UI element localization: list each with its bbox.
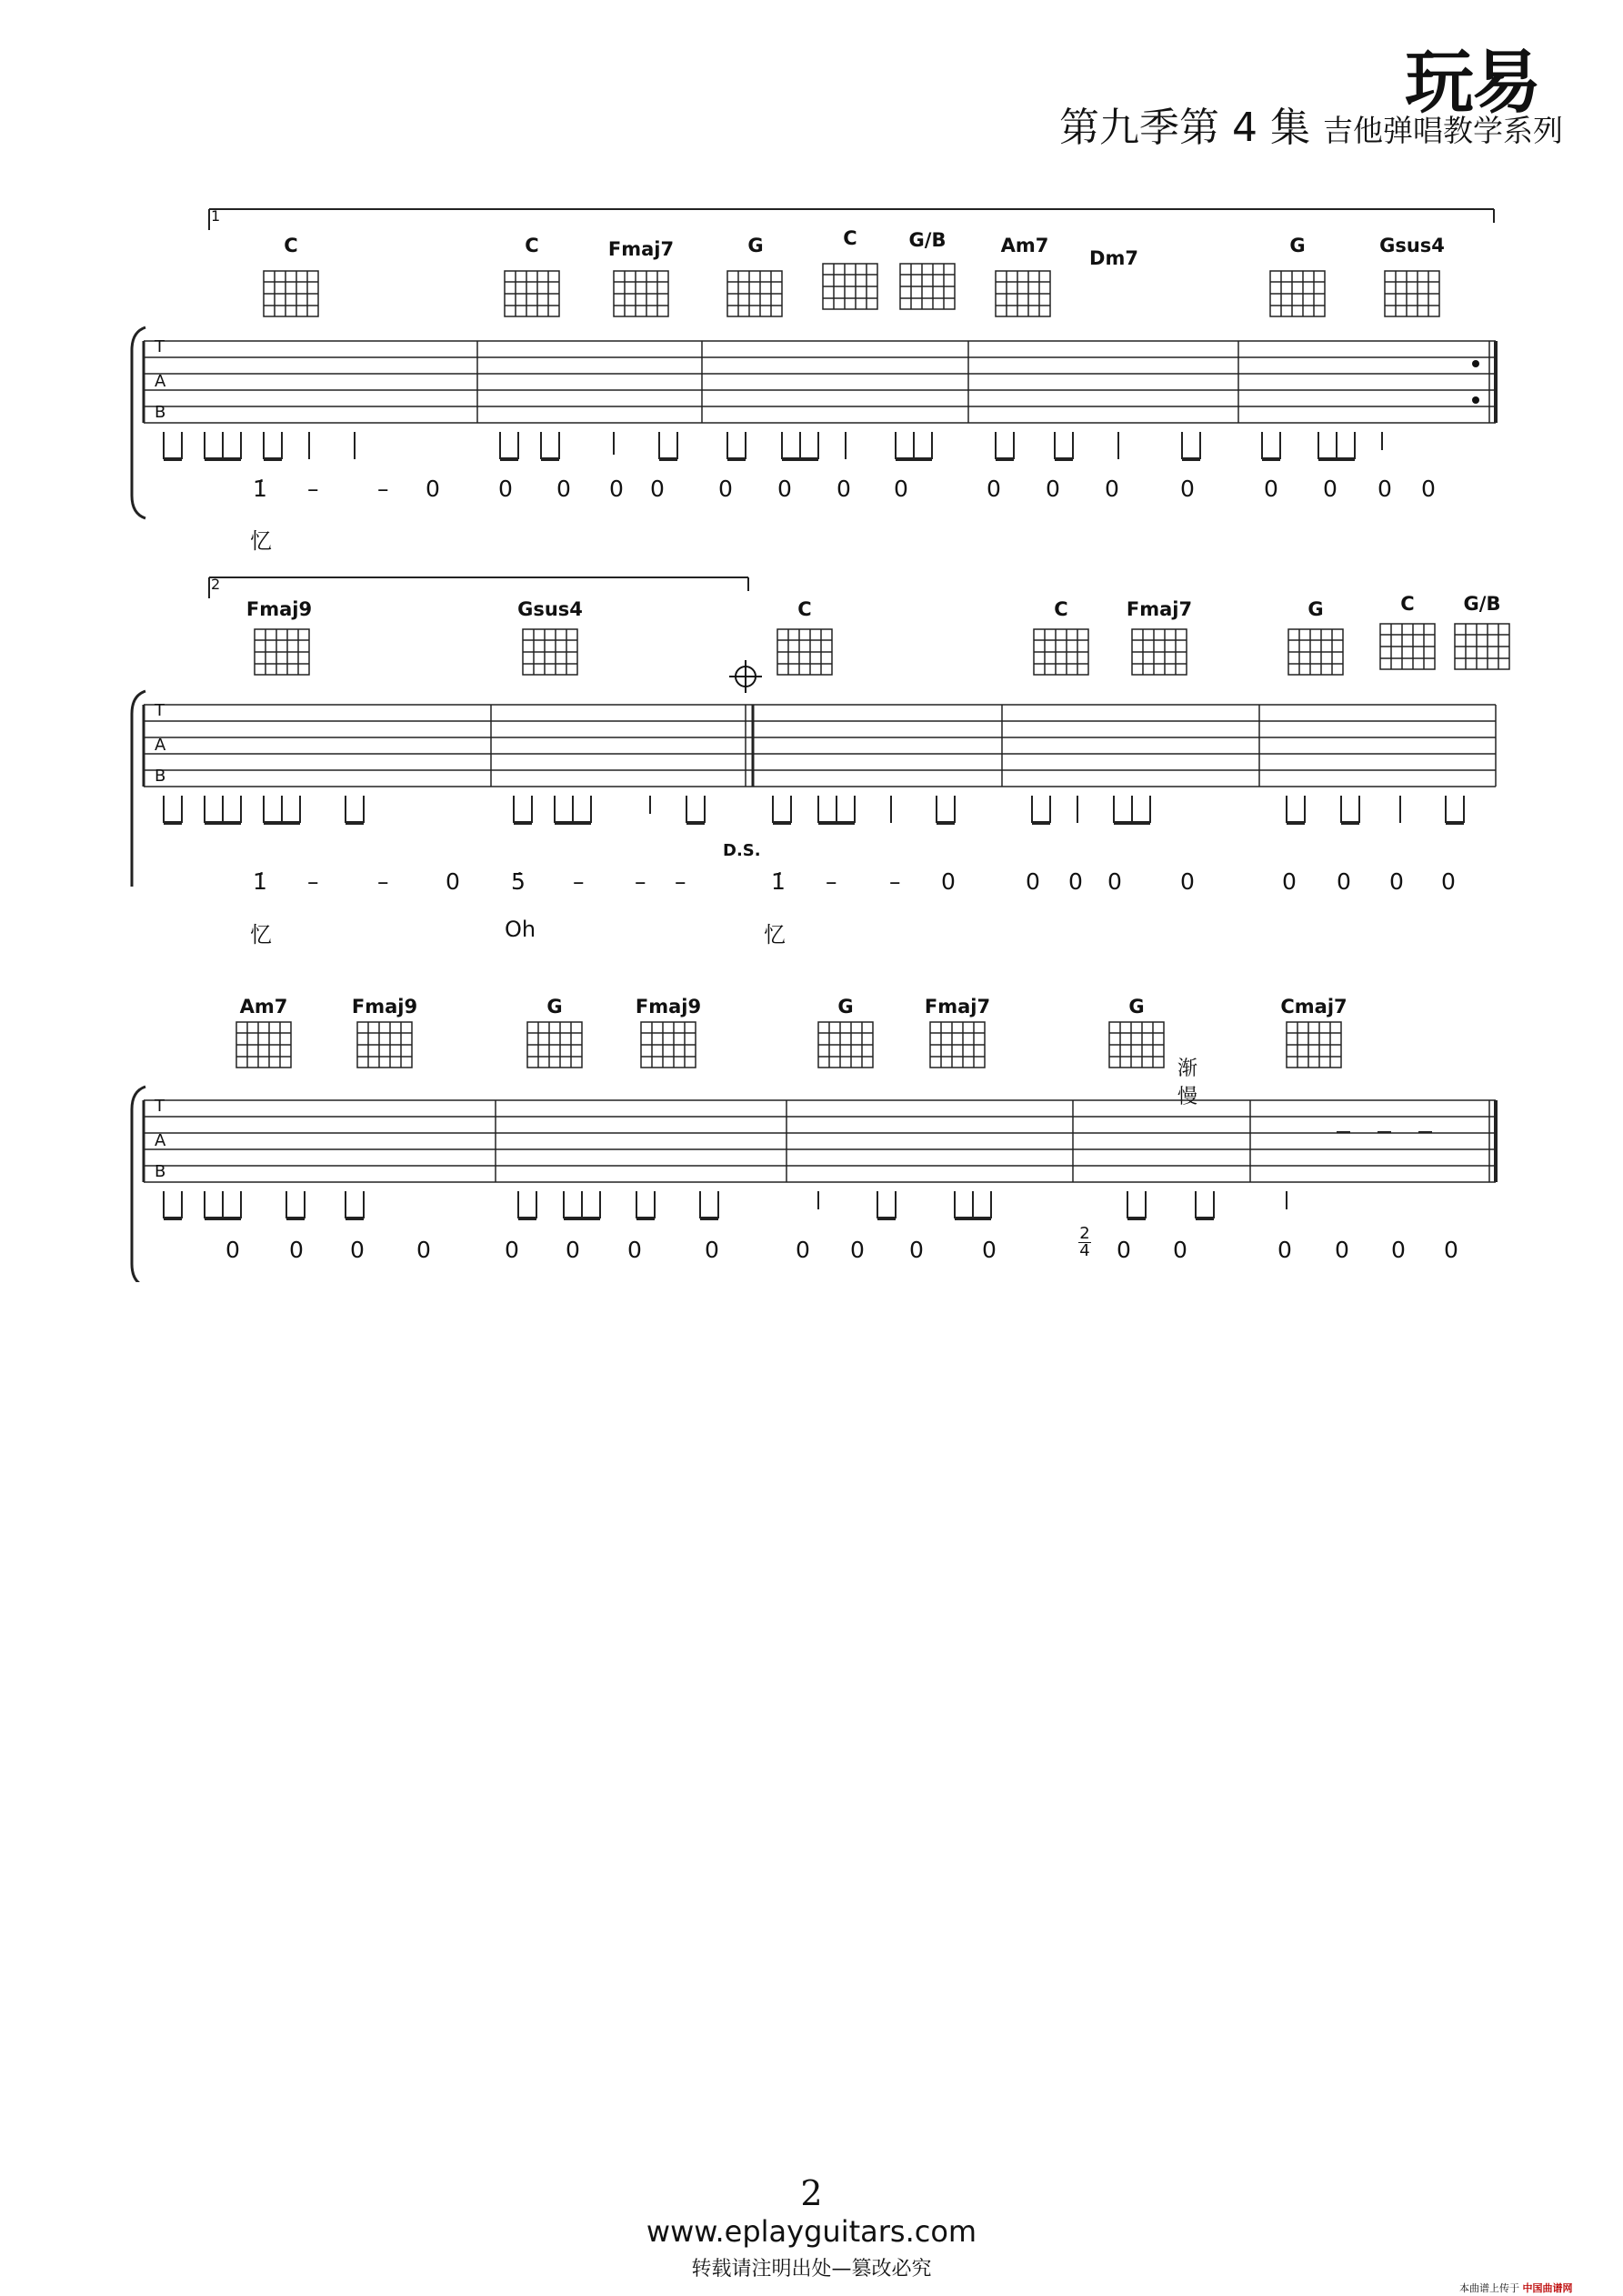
numbered-note: 0 xyxy=(1389,868,1404,895)
lyric: 忆 xyxy=(250,922,272,947)
numbered-note: 0 xyxy=(1441,868,1456,895)
numbered-note: – xyxy=(635,868,646,895)
chord-diagram xyxy=(1270,271,1325,316)
chord-diagrams-row-1 xyxy=(0,255,1623,327)
numbered-note: 0 xyxy=(837,476,851,502)
tab-clef-b: B xyxy=(155,767,166,786)
numbered-note: – xyxy=(307,868,319,895)
numbered-note: 0 xyxy=(1264,476,1278,502)
numbered-note: – xyxy=(675,868,686,895)
numbered-note: 0 xyxy=(894,476,908,502)
numbered-note: 0 xyxy=(718,476,733,502)
numbered-note: 0 xyxy=(1068,868,1083,895)
chord-name: Cmaj7 xyxy=(1280,996,1347,1018)
chord-diagram xyxy=(1385,271,1439,316)
chord-diagram xyxy=(900,264,955,309)
chord-name: Fmaj7 xyxy=(607,238,675,260)
chord-name: G xyxy=(747,235,764,256)
website-link[interactable]: www.eplayguitars.com xyxy=(646,2214,977,2249)
chord-diagram xyxy=(614,271,668,316)
numbered-note: 0 xyxy=(289,1237,304,1263)
upload-note xyxy=(1459,2281,1573,2295)
numbered-note: 0 xyxy=(909,1237,924,1263)
numbered-note: 0 xyxy=(850,1237,865,1263)
ds-marker: D.S. xyxy=(723,841,761,860)
chord-name: C xyxy=(525,235,539,256)
numbered-note: 0 xyxy=(1117,1237,1131,1263)
lyric: 忆 xyxy=(250,528,272,554)
numbered-note: 0 xyxy=(627,1237,642,1263)
chord-name: Fmaj7 xyxy=(924,996,991,1018)
copyright-notice: 转载请注明出处—篡改必究 xyxy=(691,2258,932,2281)
numbered-note: 5̇ xyxy=(511,868,526,895)
numbered-note: – xyxy=(377,476,389,502)
numbered-note: 0 xyxy=(777,476,792,502)
numbered-note: 0 xyxy=(1026,868,1040,895)
numbered-note: 0 xyxy=(1335,1237,1349,1263)
chord-diagram xyxy=(1287,1022,1341,1068)
upload-note-text: 本曲谱上传于 xyxy=(1459,2282,1519,2294)
chord-name: C xyxy=(1054,598,1068,620)
numbered-note: 0 xyxy=(225,1237,240,1263)
numbered-note: 0 xyxy=(1444,1237,1458,1263)
series-title: 第九季第 4 集 xyxy=(1059,105,1310,151)
chord-diagram xyxy=(1455,624,1509,669)
tab-clef-t: T xyxy=(155,1097,165,1116)
chord-diagram xyxy=(1109,1022,1164,1068)
chord-name: C xyxy=(1400,593,1415,615)
chord-diagram xyxy=(264,271,318,316)
series-subtitle: 吉他弹唱教学系列 xyxy=(1322,113,1563,148)
chord-name: C xyxy=(284,235,298,256)
numbered-note: – xyxy=(889,868,901,895)
chord-name: G xyxy=(1307,598,1324,620)
numbered-note: 0 xyxy=(446,868,460,895)
chord-name: C xyxy=(843,227,857,249)
chord-diagram xyxy=(523,629,577,675)
time-signature xyxy=(1078,1226,1091,1259)
upload-site-logo: 中国曲谱网 xyxy=(1522,2282,1573,2294)
chord-diagram xyxy=(823,264,877,309)
chord-diagram xyxy=(1034,629,1088,675)
numbered-note: 0 xyxy=(1421,476,1436,502)
numbered-note: 0 xyxy=(556,476,571,502)
numbered-note: 0 xyxy=(1105,476,1119,502)
chord-diagram xyxy=(527,1022,582,1068)
tab-clef-a: A xyxy=(155,1131,166,1150)
chord-name: G xyxy=(546,996,563,1018)
tab-staff-3 xyxy=(127,1082,1509,1282)
numbered-note: 0 xyxy=(796,1237,810,1263)
chord-name: Gsus4 xyxy=(1379,235,1445,256)
chord-name: Dm7 xyxy=(1089,247,1138,269)
chord-diagrams-row-3 xyxy=(0,1017,1623,1089)
tab-clef-b: B xyxy=(155,403,166,422)
time-signature-bottom: 4 xyxy=(1079,1241,1090,1260)
chord-name: G xyxy=(1289,235,1306,256)
numbered-note: 0 xyxy=(987,476,1001,502)
chord-diagram xyxy=(930,1022,985,1068)
chord-name: Fmaj9 xyxy=(351,996,418,1018)
series-title-block xyxy=(1059,95,1563,153)
chord-diagrams-row-2 xyxy=(0,618,1623,691)
tab-clef-t: T xyxy=(155,701,165,720)
numbered-note: – xyxy=(573,868,585,895)
numbered-note: 0 xyxy=(1391,1237,1406,1263)
numbered-note: – xyxy=(826,868,837,895)
brand-logo: 玩易 xyxy=(1405,42,1539,123)
numbered-note: 0 xyxy=(1323,476,1337,502)
tab-staff-1 xyxy=(127,323,1509,523)
chord-diagram xyxy=(996,271,1050,316)
chord-diagram xyxy=(727,271,782,316)
chord-diagram xyxy=(818,1022,873,1068)
numbered-note: 0 xyxy=(1107,868,1122,895)
numbered-note: – xyxy=(307,476,319,502)
numbered-note: 0 xyxy=(350,1237,365,1263)
numbered-note: 0 xyxy=(416,1237,431,1263)
chord-name: G xyxy=(837,996,854,1018)
tab-staff-2 xyxy=(127,687,1509,887)
numbered-note: 0 xyxy=(1180,476,1195,502)
tab-clef-a: A xyxy=(155,736,166,755)
lyric: Oh xyxy=(505,917,536,942)
chord-name: Am7 xyxy=(239,996,288,1018)
numbered-note: 0 xyxy=(705,1237,719,1263)
chord-diagram xyxy=(1288,629,1343,675)
numbered-note: 0 xyxy=(1378,476,1392,502)
numbered-note: 1̇ xyxy=(771,868,786,895)
numbered-note: 0 xyxy=(498,476,513,502)
numbered-note: 0 xyxy=(982,1237,997,1263)
chord-diagram xyxy=(255,629,309,675)
numbered-note: 0 xyxy=(1180,868,1195,895)
chord-name: G/B xyxy=(908,229,947,251)
chord-diagram xyxy=(1132,629,1187,675)
chord-diagram xyxy=(236,1022,291,1068)
chord-name: Am7 xyxy=(1000,235,1049,256)
chord-diagram xyxy=(1380,624,1435,669)
chord-name: Fmaj7 xyxy=(1126,598,1193,620)
time-signature-top: 2 xyxy=(1079,1224,1090,1243)
numbered-note: 0 xyxy=(1173,1237,1187,1263)
numbered-note: 0 xyxy=(1282,868,1297,895)
numbered-note: 0 xyxy=(426,476,440,502)
tab-clef-a: A xyxy=(155,372,166,391)
numbered-note: 0 xyxy=(650,476,665,502)
tab-clef-b: B xyxy=(155,1162,166,1181)
chord-name: G/B xyxy=(1463,593,1501,615)
numbered-note: 0 xyxy=(609,476,624,502)
numbered-note: – xyxy=(377,868,389,895)
chord-diagram xyxy=(505,271,559,316)
numbered-note: 1̇ xyxy=(253,868,267,895)
chord-name: Gsus4 xyxy=(517,598,583,620)
chord-name: Fmaj9 xyxy=(245,598,313,620)
numbered-note: 0 xyxy=(505,1237,519,1263)
tempo-mark: 渐慢 xyxy=(1177,1058,1198,1108)
volta-number-2: 2 xyxy=(211,576,221,593)
volta-number-1: 1 xyxy=(211,207,221,225)
numbered-note: 1̇ xyxy=(253,476,267,502)
page-number: 2 xyxy=(800,2173,823,2213)
numbered-note: 0 xyxy=(1337,868,1351,895)
chord-diagram xyxy=(641,1022,696,1068)
tab-clef-t: T xyxy=(155,337,165,356)
volta-bracket-2 xyxy=(205,573,750,600)
lyric: 忆 xyxy=(764,922,786,947)
numbered-note: 0 xyxy=(566,1237,580,1263)
chord-diagram xyxy=(357,1022,412,1068)
chord-name: C xyxy=(797,598,812,620)
chord-diagram xyxy=(777,629,832,675)
chord-name: G xyxy=(1128,996,1145,1018)
chord-name: Fmaj9 xyxy=(635,996,702,1018)
numbered-note: 0 xyxy=(941,868,956,895)
numbered-note: 0 xyxy=(1046,476,1060,502)
numbered-note: 0 xyxy=(1277,1237,1292,1263)
